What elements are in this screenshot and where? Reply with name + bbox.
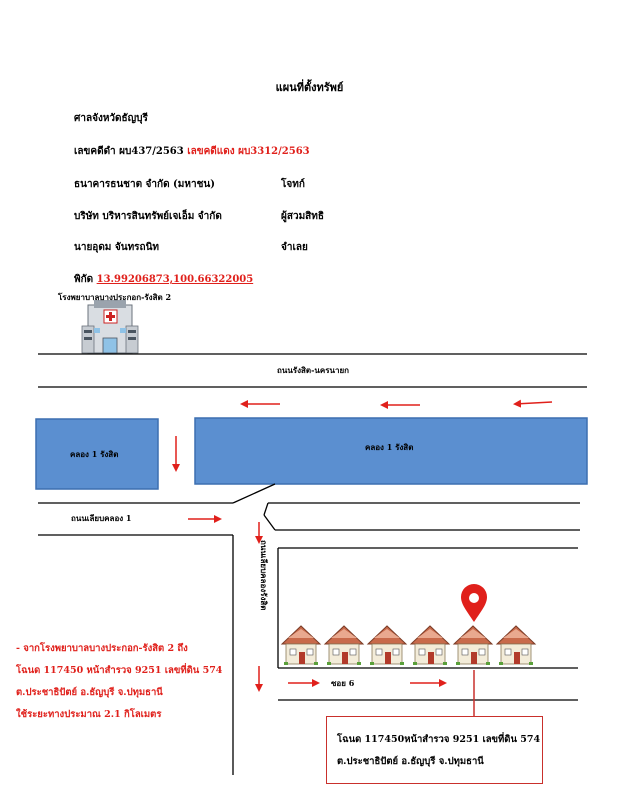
house-icon: [497, 626, 535, 665]
canal-left-label: คลอง 1 รังสิต: [70, 449, 119, 459]
party-name-1: ธนาคารธนชาต จำกัด (มหาชน): [74, 179, 215, 190]
directions-line-1: - จากโรงพยาบาลบางประกอก-รังสิต 2 ถึง: [16, 643, 188, 654]
party-name-3: นายอุดม จันทรถนิท: [74, 242, 160, 253]
party-role-3: จำเลย: [281, 242, 308, 253]
coordinates-label: พิกัด: [74, 274, 94, 285]
party-name-2: บริษัท บริหารสินทรัพย์เจเอ็ม จำกัด: [74, 211, 222, 222]
junction-line: [233, 484, 275, 503]
main-road-label: ถนนรังสิต-นครนายก: [277, 365, 349, 375]
vertical-road-label: ถนนเลียบคลองรังสิต: [259, 540, 269, 611]
house-icon: [325, 626, 363, 665]
callout-line-1: โฉนด 117450หน้าสำรวจ 9251 เลขที่ดิน 574: [337, 734, 541, 745]
directions-note: [16, 638, 222, 726]
page-title: แผนที่ตั้งทรัพย์: [275, 81, 344, 94]
coordinates-value[interactable]: 13.99206873,100.66322005: [96, 274, 254, 285]
house-icon: [282, 626, 320, 665]
house-icon: [368, 626, 406, 665]
deed-callout-box: [326, 716, 543, 784]
location-pin-icon[interactable]: [461, 584, 487, 622]
house-icon: [411, 626, 449, 665]
hospital-icon: [82, 300, 138, 353]
directions-line-3: ต.ประชาธิปัตย์ อ.ธัญบุรี จ.ปทุมธานี: [16, 687, 163, 698]
hospital-label: โรงพยาบาลบางประกอก-รังสิต 2: [58, 292, 172, 302]
house-icon: [454, 626, 492, 665]
arrow-left-icon: [515, 402, 552, 404]
party-role-2: ผู้สวมสิทธิ: [281, 211, 324, 222]
directions-line-2: โฉนด 117450 หน้าสำรวจ 9251 เลขที่ดิน 574: [16, 665, 223, 676]
directions-line-4: ใช้ระยะทางประมาณ 2.1 กิโลเมตร: [16, 709, 162, 720]
junction-corner: [264, 503, 268, 515]
soi-label: ซอย 6: [331, 678, 355, 688]
house-row: [282, 626, 535, 665]
red-case-number: เลขคดีแดง ผบ3312/2563: [187, 146, 310, 157]
black-case-number: เลขคดีดำ ผบ437/2563: [74, 146, 184, 157]
side-road-label: ถนนเลียบคลอง 1: [71, 513, 132, 523]
court-name: ศาลจังหวัดธัญบุรี: [74, 113, 148, 124]
junction-corner-2: [264, 515, 275, 530]
callout-line-2: ต.ประชาธิปัตย์ อ.ธัญบุรี จ.ปทุมธานี: [337, 756, 484, 767]
canal-right-label: คลอง 1 รังสิต: [365, 442, 414, 452]
party-role-1: โจทก์: [281, 179, 305, 190]
